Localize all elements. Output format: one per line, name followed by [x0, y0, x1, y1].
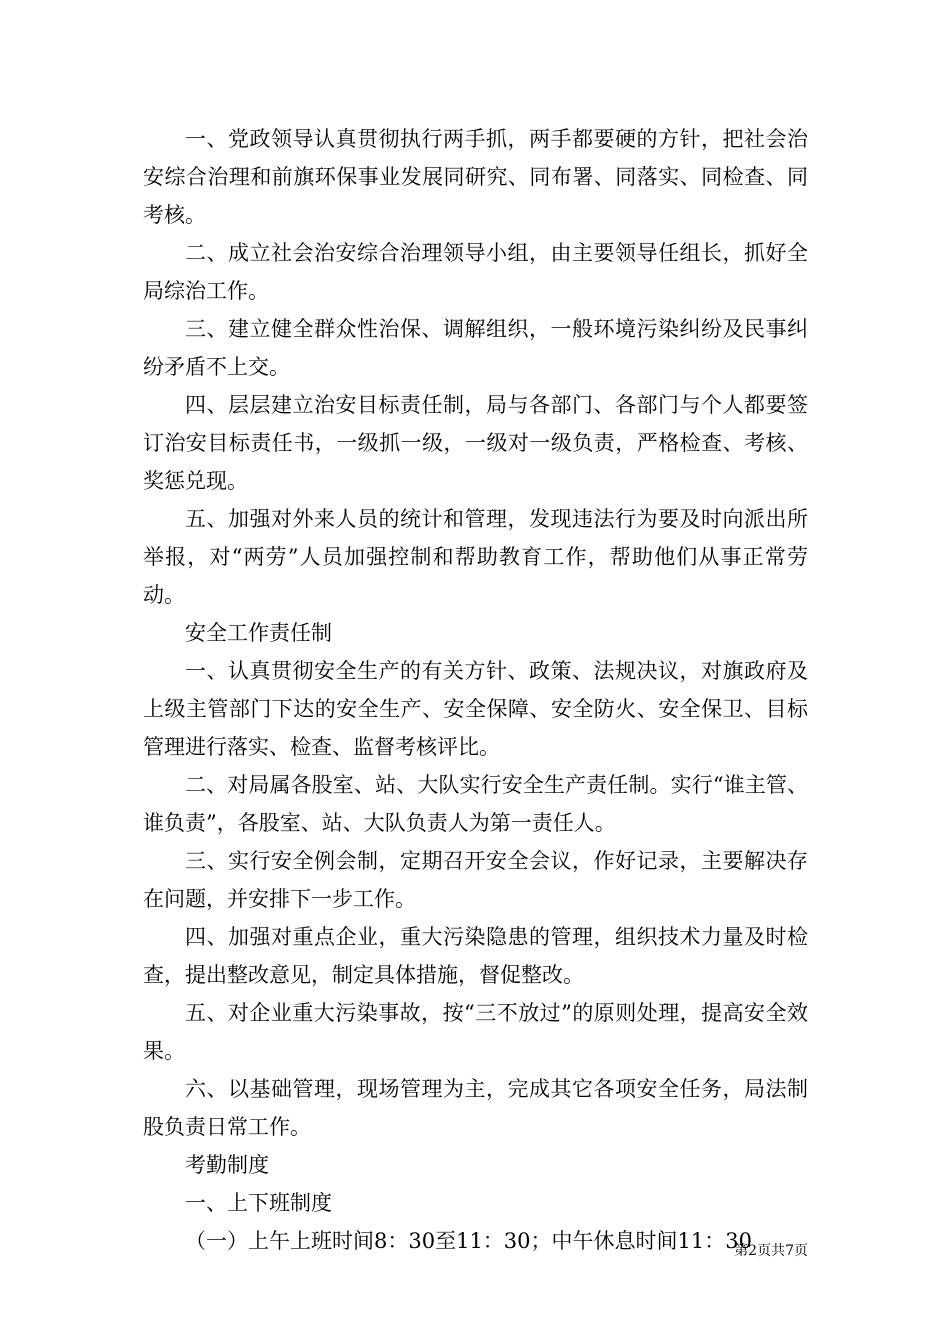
paragraph-3: 三、建立健全群众性治保、调解组织，一般环境污染纠纷及民事纠纷矛盾不上交。: [143, 317, 808, 379]
document-body: [143, 120, 808, 1260]
paragraph-2: 二、成立社会治安综合治理领导小组，由主要领导任组长，抓好全局综治工作。: [143, 241, 808, 303]
subsection-heading-work-hours: 一、上下班制度: [185, 1191, 332, 1215]
paragraph-8: 三、实行安全例会制，定期召开安全会议，作好记录，主要解决存在问题，并安排下一步工作。: [143, 849, 808, 911]
paragraph-10: 五、对企业重大污染事故，按“三不放过”的原则处理，提高安全效果。: [143, 1001, 808, 1063]
paragraph-6: 一、认真贯彻安全生产的有关方针、政策、法规决议，对旗政府及上级主管部门下达的安全生产、安全保障、安全防火、安全保卫、目标管理进行落实、检查、监督考核评比。: [143, 659, 808, 759]
paragraph-5: 五、加强对外来人员的统计和管理，发现违法行为要及时向派出所举报，对“两劳”人员加强控制和帮助教育工作，帮助他们从事正常劳动。: [143, 507, 808, 607]
paragraph-7: 二、对局属各股室、站、大队实行安全生产责任制。实行“谁主管、谁负责”，各股室、站、大队负责人为第一责任人。: [143, 773, 808, 835]
paragraph-4: 四、层层建立治安目标责任制，局与各部门、各部门与个人都要签订治安目标责任书，一级抓一级，一级对一级负责，严格检查、考核、奖惩兑现。: [143, 393, 808, 493]
paragraph-1: 一、党政领导认真贯彻执行两手抓，两手都要硬的方针，把社会治安综合治理和前旗环保事业发展同研究、同布署、同落实、同检查、同考核。: [143, 127, 808, 227]
paragraph-9: 四、加强对重点企业，重大污染隐患的管理，组织技术力量及时检查，提出整改意见，制定具体措施，督促整改。: [143, 925, 808, 987]
paragraph-11: 六、以基础管理，现场管理为主，完成其它各项安全任务，局法制股负责日常工作。: [143, 1077, 808, 1139]
paragraph-12: （一）上午上班时间8：30至11：30；中午休息时间11：30: [185, 1229, 752, 1253]
page-number-footer: 第2页共7页: [734, 1243, 808, 1259]
section-heading-safety: 安全工作责任制: [185, 621, 332, 645]
section-heading-attendance: 考勤制度: [185, 1153, 269, 1177]
